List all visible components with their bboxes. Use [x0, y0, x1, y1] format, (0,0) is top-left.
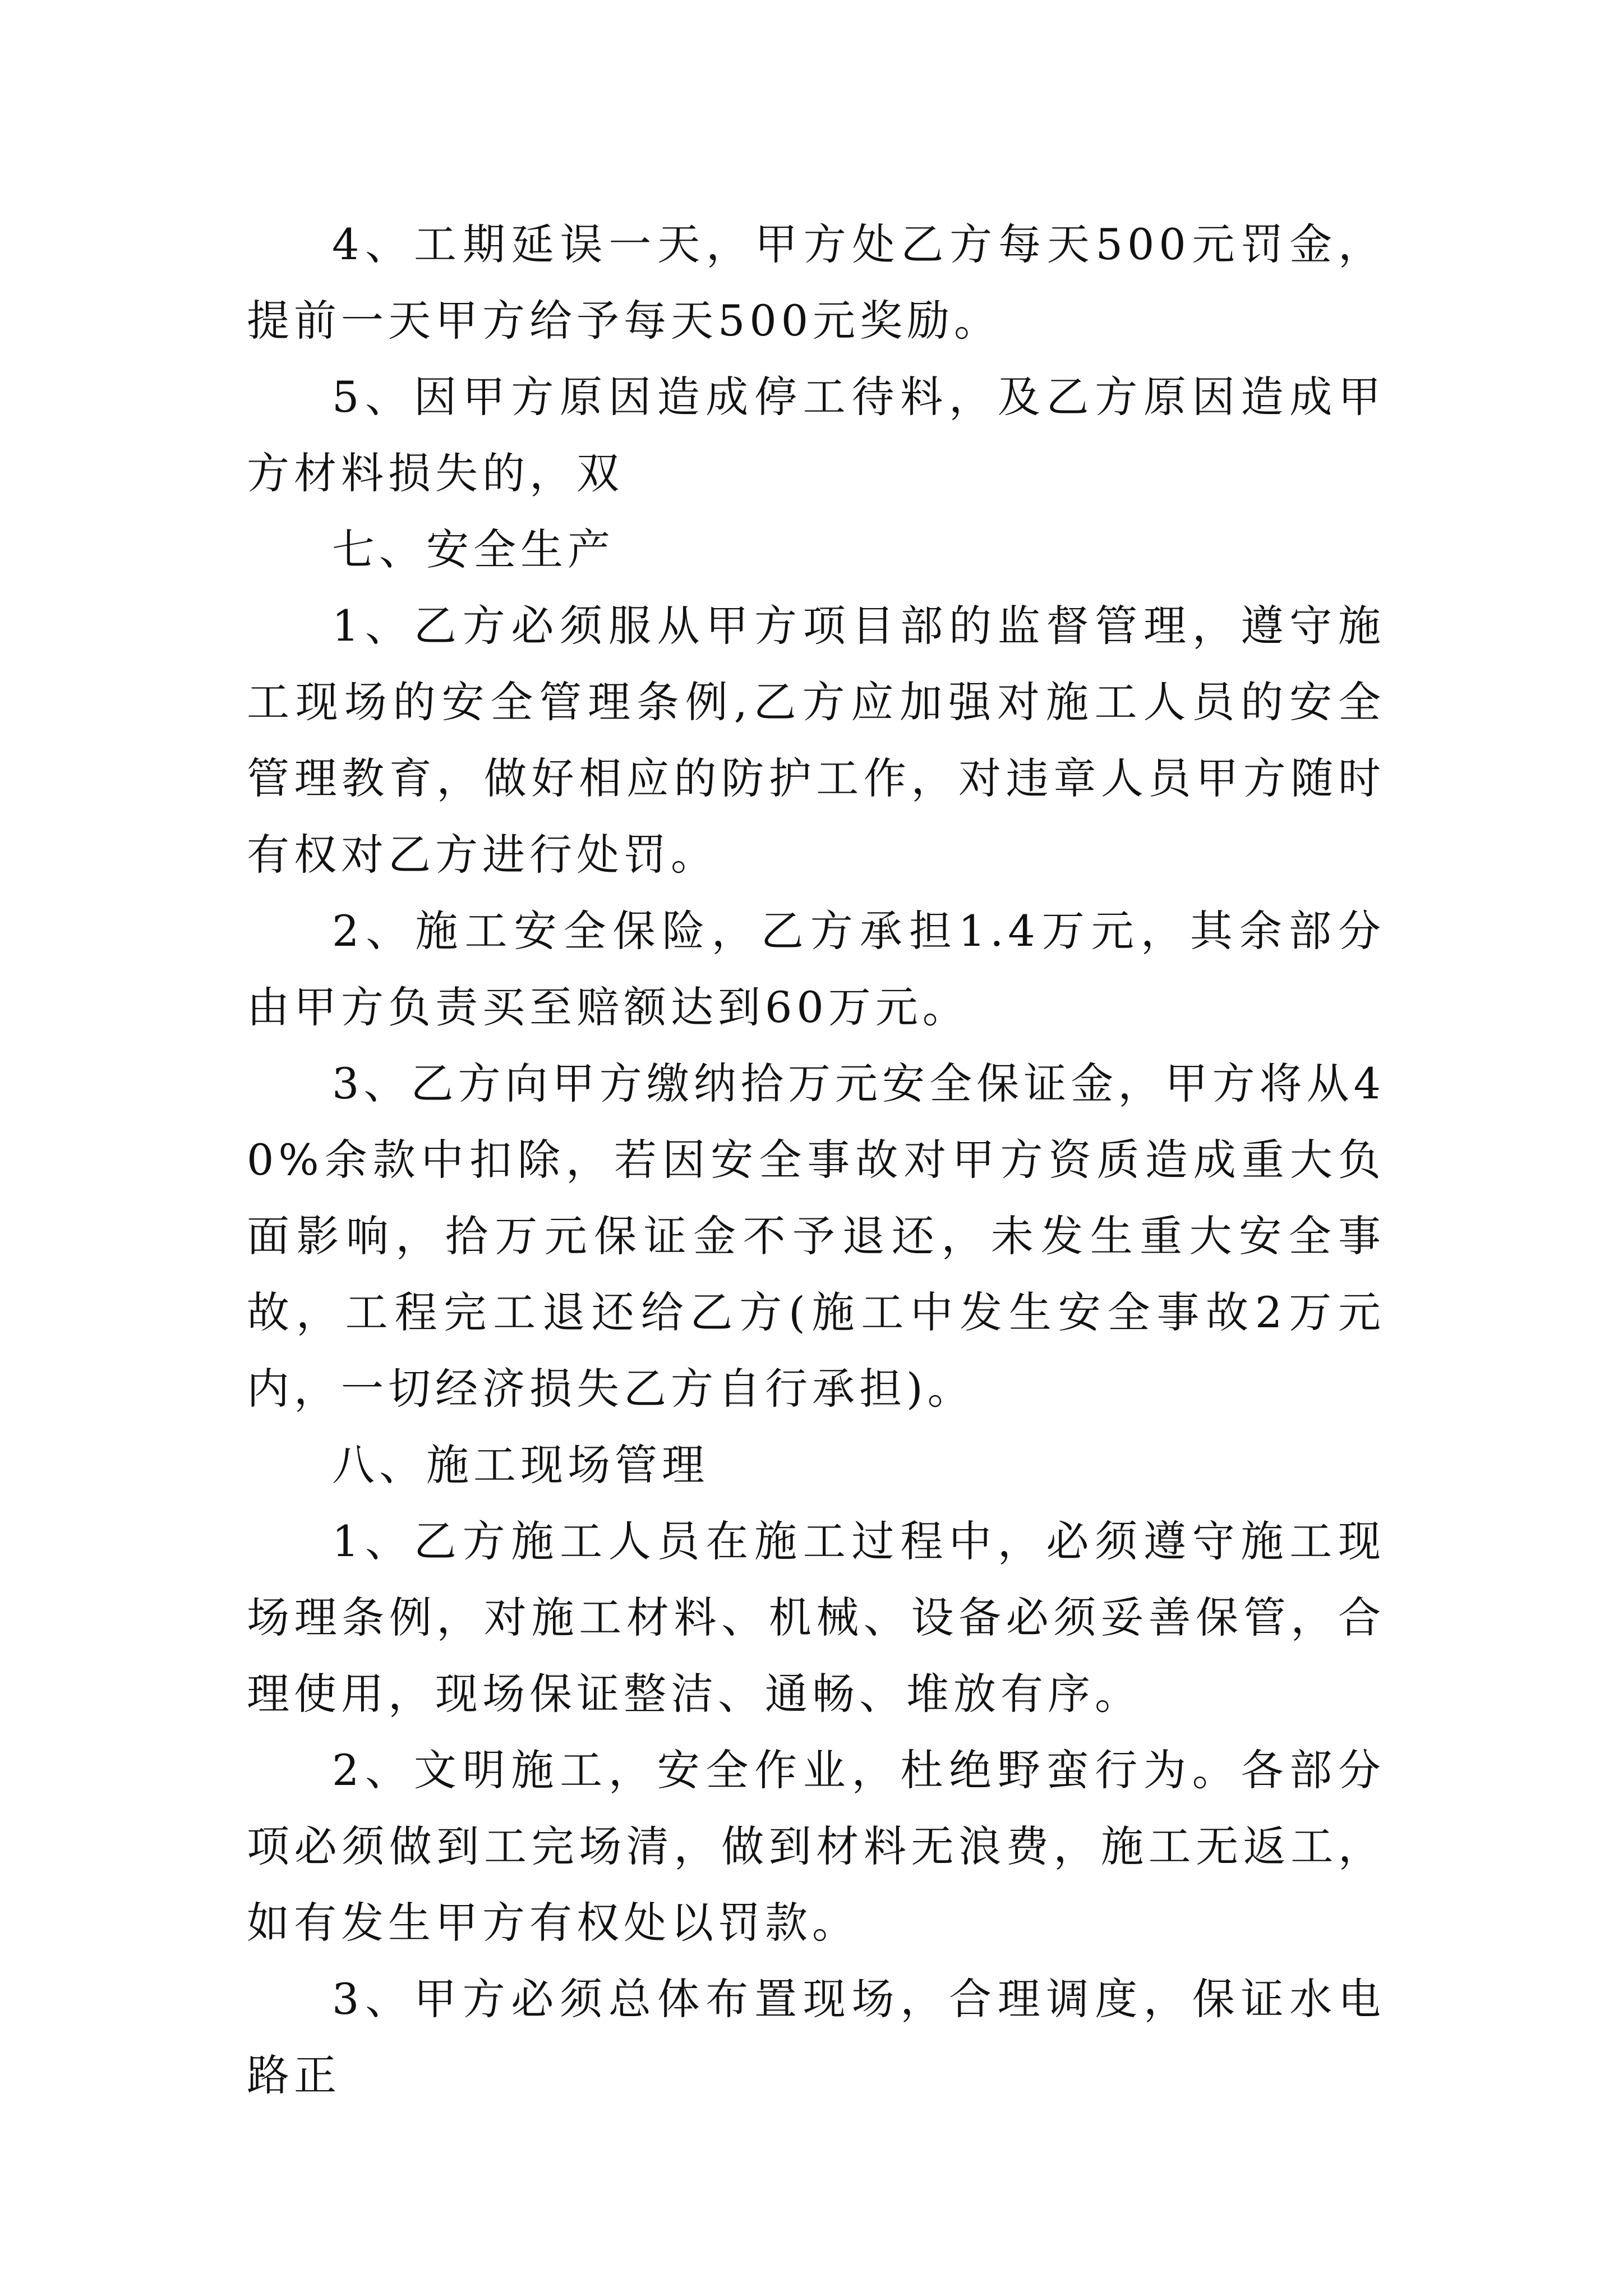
paragraph-site-rules: 1、乙方施工人员在施工过程中，必须遵守施工现场理条例，对施工材料、机械、设备必须妥善保管，合理使用，现场保证整洁、通畅、堆放有序。 — [247, 1516, 1385, 1719]
section-heading-site-management: 八、施工现场管理 — [332, 1440, 709, 1490]
section-heading-safety: 七、安全生产 — [332, 524, 615, 574]
paragraph-work-stoppage: 5、因甲方原因造成停工待料，及乙方原因造成甲方材料损失的，双 — [247, 372, 1385, 498]
paragraph-safety-deposit: 3、乙方向甲方缴纳拾万元安全保证金，甲方将从40%余款中扣除，若因安全事故对甲方资质造成重大负面影响，拾万元保证金不予退还，未发生重大安全事故，工程完工退还给乙方(施工中发生安全事故2万元内，一切经济损失乙方自行承担)。 — [247, 1059, 1385, 1414]
paragraph-site-layout: 3、甲方必须总体布置现场，合理调度，保证水电路正 — [247, 1974, 1385, 2100]
paragraph-safety-management: 1、乙方必须服从甲方项目部的监督管理，遵守施工现场的安全管理条例,乙方应加强对施工人员的安全管理教育，做好相应的防护工作，对违章人员甲方随时有权对乙方进行处罚。 — [247, 601, 1385, 880]
paragraph-civilized-construction: 2、文明施工，安全作业，杜绝野蛮行为。各部分项必须做到工完场清，做到材料无浪费，施工无返工，如有发生甲方有权处以罚款。 — [247, 1745, 1385, 1948]
document-body — [247, 206, 1385, 2114]
paragraph-delay-penalty: 4、工期延误一天，甲方处乙方每天500元罚金，提前一天甲方给予每天500元奖励。 — [247, 219, 1385, 346]
paragraph-safety-insurance: 2、施工安全保险，乙方承担1.4万元，其余部分由甲方负责买至赔额达到60万元。 — [247, 906, 1385, 1032]
